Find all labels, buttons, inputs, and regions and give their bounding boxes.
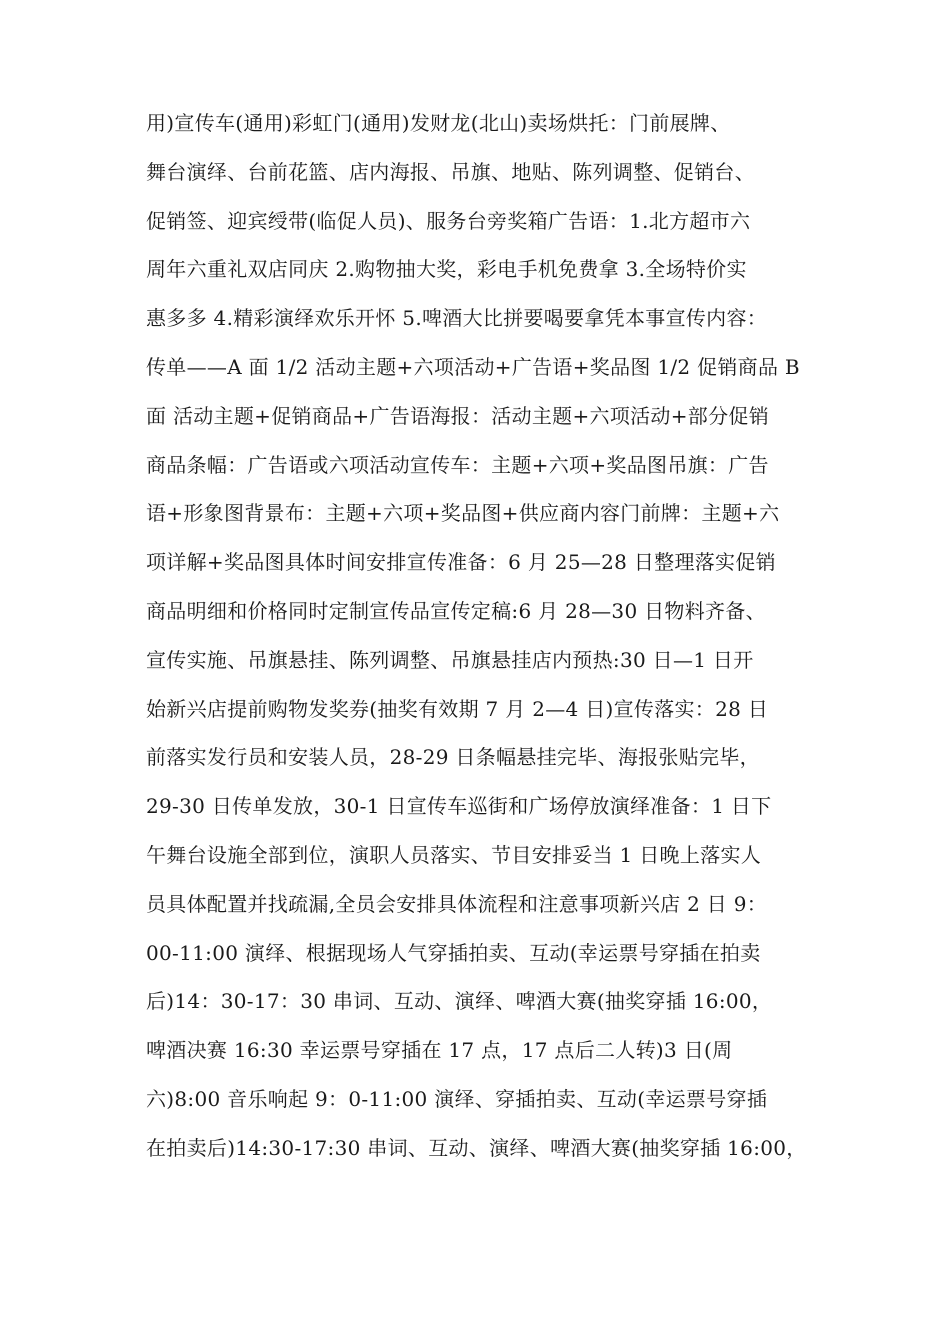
text-line-10: 项详解+奖品图具体时间安排宣传准备：6 月 25—28 日整理落实促销 <box>146 550 776 575</box>
text-line-2: 舞台演绎、台前花篮、店内海报、吊旗、地贴、陈列调整、促销台、 <box>146 159 755 184</box>
text-line-7: 面 活动主题+促销商品+广告语海报：活动主题+六项活动+部分促销 <box>146 403 769 428</box>
text-line-8: 商品条幅：广告语或六项活动宣传车：主题+六项+奖品图吊旗：广告 <box>146 452 769 477</box>
text-line-13: 始新兴店提前购物发奖券(抽奖有效期 7 月 2—4 日)宣传落实：28 日 <box>146 696 769 721</box>
text-line-5: 惠多多 4.精彩演绎欢乐开怀 5.啤酒大比拼要喝要拿凭本事宣传内容： <box>146 306 768 331</box>
text-line-1: 用)宣传车(通用)彩虹门(通用)发财龙(北山)卖场烘托：门前展牌、 <box>146 111 731 135</box>
text-line-4: 周年六重礼双店同庆 2.购物抽大奖，彩电手机免费拿 3.全场特价实 <box>146 257 747 282</box>
text-line-22: 在拍卖后)14:30-17:30 串词、互动、演绎、啤酒大赛(抽奖穿插 16:00， <box>146 1135 807 1160</box>
text-line-18: 00-11:00 演绎、根据现场人气穿插拍卖、互动(幸运票号穿插在拍卖 <box>146 940 761 965</box>
text-line-15: 29-30 日传单发放，30-1 日宣传车巡街和广场停放演绎准备：1 日下 <box>146 794 772 819</box>
text-line-11: 商品明细和价格同时定制宣传品宣传定稿:6 月 28—30 日物料齐备、 <box>146 598 766 623</box>
text-line-3: 促销签、迎宾绶带(临促人员)、服务台旁奖箱广告语：1.北方超市六 <box>146 208 751 233</box>
text-line-12: 宣传实施、吊旗悬挂、陈列调整、吊旗悬挂店内预热:30 日—1 日开 <box>146 647 754 672</box>
text-line-17: 员具体配置并找疏漏,全员会安排具体流程和注意事项新兴店 2 日 9： <box>146 891 768 916</box>
text-line-21: 六)8:00 音乐响起 9：0-11:00 演绎、穿插拍卖、互动(幸运票号穿插 <box>146 1086 768 1111</box>
body-text <box>146 99 816 1173</box>
text-line-9: 语+形象图背景布：主题+六项+奖品图+供应商内容门前牌：主题+六 <box>146 501 780 526</box>
text-line-20: 啤酒决赛 16:30 幸运票号穿插在 17 点，17 点后二人转)3 日(周 <box>146 1038 733 1063</box>
text-line-14: 前落实发行员和安装人员，28-29 日条幅悬挂完毕、海报张贴完毕， <box>146 745 760 770</box>
text-line-19: 后)14：30-17：30 串词、互动、演绎、啤酒大赛(抽奖穿插 16:00， <box>146 989 773 1014</box>
text-line-16: 午舞台设施全部到位，演职人员落实、节目安排妥当 1 日晚上落实人 <box>146 842 762 867</box>
text-line-6: 传单——A 面 1/2 活动主题+六项活动+广告语+奖品图 1/2 促销商品 B <box>146 354 800 379</box>
